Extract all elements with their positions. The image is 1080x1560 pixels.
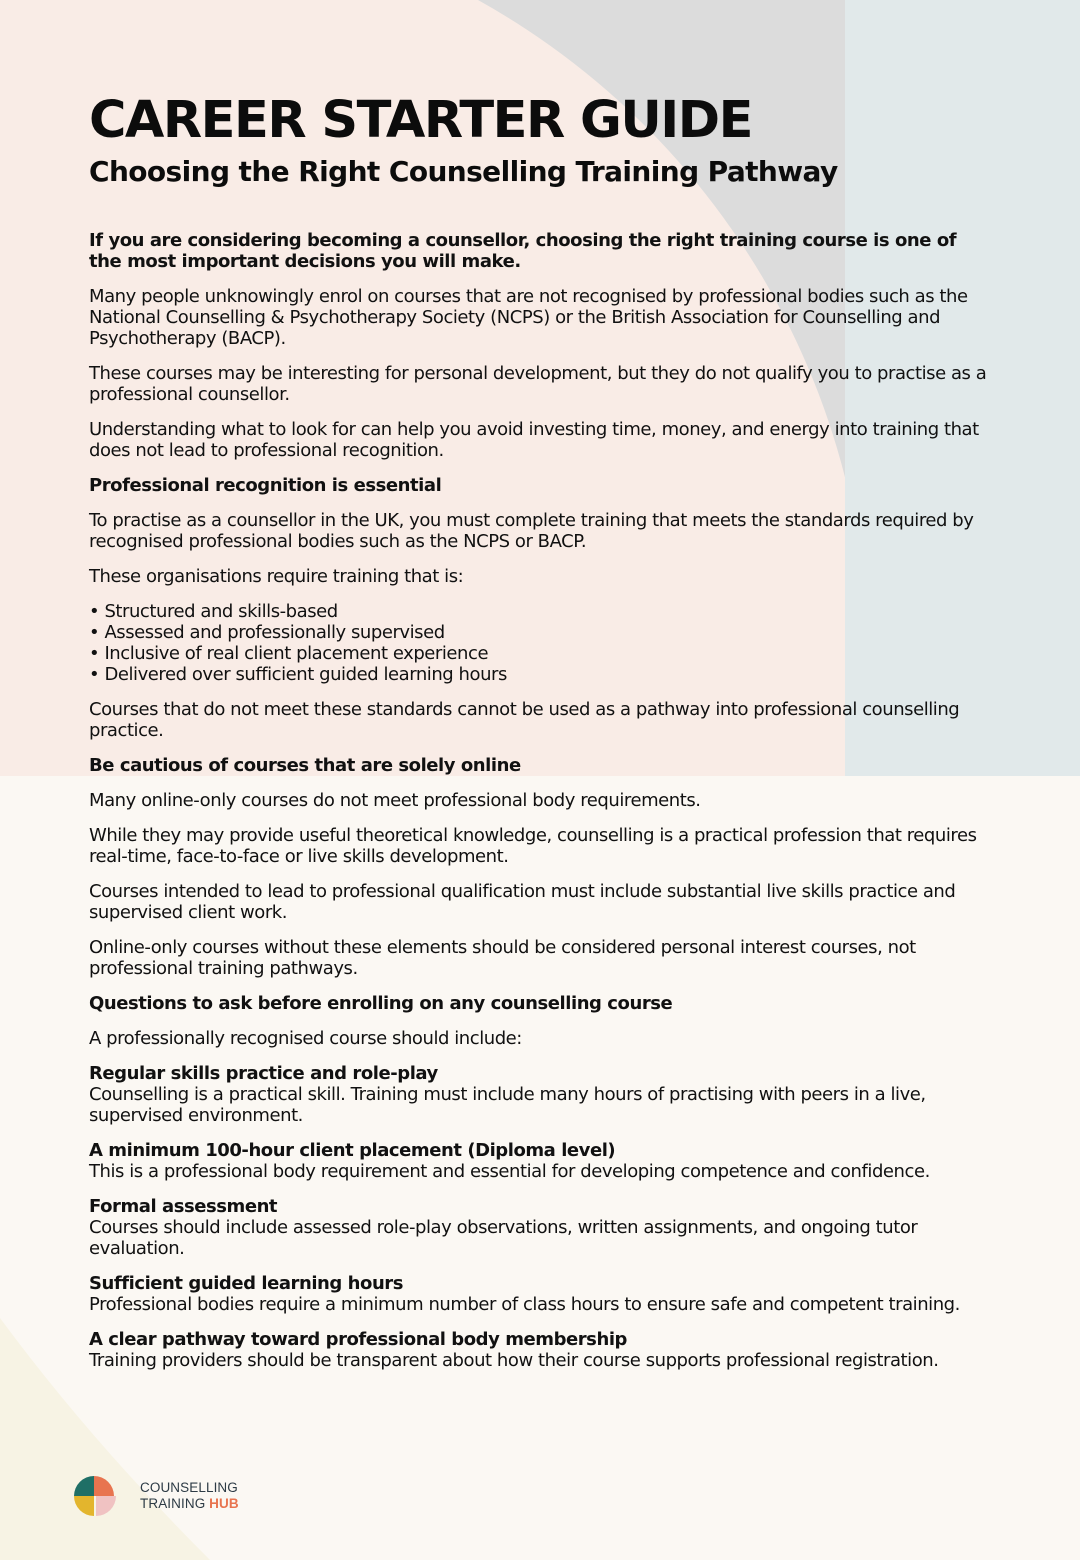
online-paragraph-2: While they may provide useful theoretical knowledge, counselling is a practical profession that requires real-time, face-to-face or live skills development. [89,825,977,867]
question-item-placement [89,1140,989,1182]
logo-mark-icon [74,1475,138,1517]
section-heading-questions: Questions to ask before enrolling on any counselling course [89,993,673,1014]
question-item-title: Formal assessment [89,1196,278,1217]
logo-line-2-hub: HUB [209,1496,239,1511]
document-body [89,230,989,1371]
question-item-title: A minimum 100-hour client placement (Diploma level) [89,1140,616,1161]
requirements-list [89,601,989,685]
online-paragraph-3: Courses intended to lead to professional qualification must include substantial live skills practice and supervised client work. [89,881,956,923]
page-title: CAREER STARTER GUIDE [89,91,752,150]
intro-paragraph-3: Understanding what to look for can help you avoid investing time, money, and energy into training that does not lead to professional recognition. [89,419,979,461]
question-item-text: Professional bodies require a minimum number of class hours to ensure safe and competent training. [89,1294,960,1315]
question-item-text: This is a professional body requirement and essential for developing competence and confidence. [89,1161,930,1182]
recognition-paragraph-1: To practise as a counsellor in the UK, you must complete training that meets the standards required by recognised professional bodies such as the NCPS or BACP. [89,510,974,552]
logo-wordmark [140,1480,239,1512]
recognition-paragraph-3: Courses that do not meet these standards cannot be used as a pathway into professional counselling practice. [89,699,960,741]
question-item-title: Regular skills practice and role-play [89,1063,438,1084]
question-item-text: Counselling is a practical skill. Training must include many hours of practising with peers in a live, supervised environment. [89,1084,926,1126]
question-item-hours [89,1273,989,1315]
logo-line-2 [140,1496,239,1512]
question-item-text: Training providers should be transparent about how their course supports professional registration. [89,1350,939,1371]
brand-logo [74,1475,239,1517]
section-heading-recognition: Professional recognition is essential [89,475,442,496]
document-content [89,92,989,1385]
logo-line-1: COUNSELLING [140,1480,238,1495]
logo-line-2-training: TRAINING [140,1496,210,1511]
list-item: • Assessed and professionally supervised [89,622,445,643]
question-item-title: Sufficient guided learning hours [89,1273,403,1294]
intro-lead: If you are considering becoming a counsellor, choosing the right training course is one of the most important decisions you will make. [89,230,957,272]
question-item-skills [89,1063,989,1126]
question-item-text: Courses should include assessed role-play observations, written assignments, and ongoing tutor evaluation. [89,1217,918,1259]
list-item: • Delivered over sufficient guided learning hours [89,664,507,685]
list-item: • Structured and skills-based [89,601,338,622]
questions-intro: A professionally recognised course should include: [89,1028,522,1049]
section-heading-online: Be cautious of courses that are solely online [89,755,521,776]
recognition-paragraph-2: These organisations require training that is: [89,566,464,587]
question-item-membership [89,1329,989,1371]
page-subtitle: Choosing the Right Counselling Training Pathway [89,155,838,188]
question-item-assessment [89,1196,989,1259]
question-item-title: A clear pathway toward professional body membership [89,1329,627,1350]
list-item: • Inclusive of real client placement experience [89,643,489,664]
intro-paragraph-1: Many people unknowingly enrol on courses that are not recognised by professional bodies such as the National Counselling & Psychotherapy Society (NCPS) or the British Association for Counselling and Psychotherapy (BACP). [89,286,968,349]
online-paragraph-4: Online-only courses without these elements should be considered personal interest courses, not professional training pathways. [89,937,916,979]
online-paragraph-1: Many online-only courses do not meet professional body requirements. [89,790,701,811]
intro-paragraph-2: These courses may be interesting for personal development, but they do not qualify you to practise as a professional counsellor. [89,363,987,405]
